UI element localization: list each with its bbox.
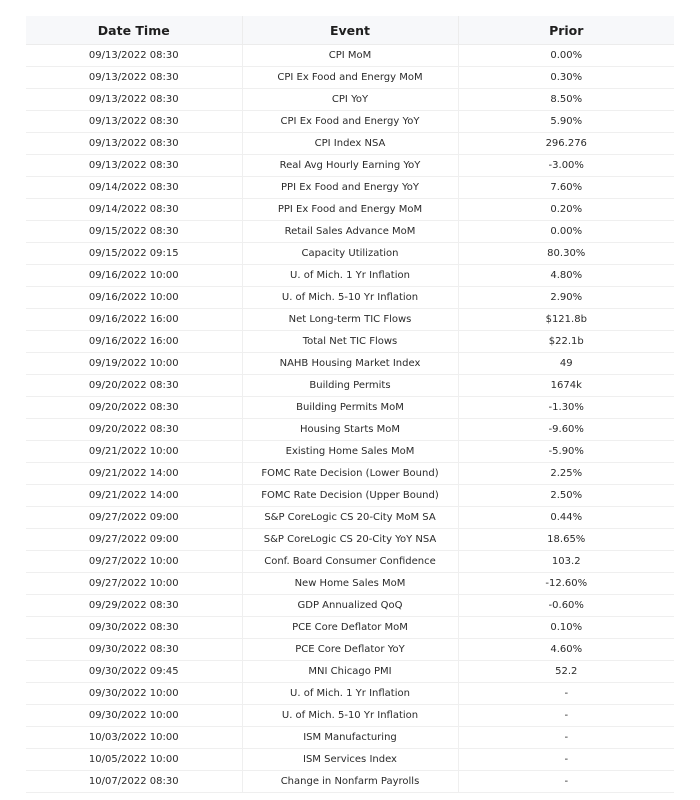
cell-date-time: 09/16/2022 16:00 [26,331,242,353]
cell-date-time: 09/14/2022 08:30 [26,177,242,199]
cell-date-time: 09/20/2022 08:30 [26,397,242,419]
table-row[interactable] [26,221,674,243]
table-row[interactable] [26,573,674,595]
cell-event: CPI Index NSA [242,133,458,155]
cell-event: Housing Starts MoM [242,419,458,441]
cell-event: U. of Mich. 1 Yr Inflation [242,265,458,287]
cell-date-time: 09/30/2022 10:00 [26,683,242,705]
cell-event: Total Net TIC Flows [242,331,458,353]
cell-event: CPI YoY [242,89,458,111]
table-row[interactable] [26,617,674,639]
cell-event: PCE Core Deflator MoM [242,617,458,639]
cell-date-time: 09/27/2022 09:00 [26,507,242,529]
table-row[interactable] [26,309,674,331]
cell-prior: - [458,683,674,705]
cell-date-time: 09/29/2022 08:30 [26,595,242,617]
table-row[interactable] [26,485,674,507]
cell-date-time: 09/20/2022 08:30 [26,419,242,441]
cell-prior: - [458,771,674,793]
table-row[interactable] [26,595,674,617]
cell-date-time: 10/03/2022 10:00 [26,727,242,749]
table-row[interactable] [26,661,674,683]
cell-event: Capacity Utilization [242,243,458,265]
cell-prior: - [458,749,674,771]
table-row[interactable] [26,111,674,133]
cell-prior: 52.2 [458,661,674,683]
cell-prior: 2.50% [458,485,674,507]
cell-event: U. of Mich. 5-10 Yr Inflation [242,287,458,309]
cell-event: Real Avg Hourly Earning YoY [242,155,458,177]
cell-date-time: 09/16/2022 10:00 [26,265,242,287]
cell-date-time: 09/21/2022 14:00 [26,463,242,485]
column-header-date-time[interactable]: Date Time [26,16,242,45]
table-row[interactable] [26,243,674,265]
cell-event: S&P CoreLogic CS 20-City YoY NSA [242,529,458,551]
cell-prior: 0.30% [458,67,674,89]
cell-event: CPI Ex Food and Energy MoM [242,67,458,89]
economic-calendar-table [26,16,674,793]
cell-date-time: 09/19/2022 10:00 [26,353,242,375]
cell-event: CPI Ex Food and Energy YoY [242,111,458,133]
cell-event: Conf. Board Consumer Confidence [242,551,458,573]
cell-date-time: 09/13/2022 08:30 [26,133,242,155]
cell-prior: - [458,727,674,749]
table-row[interactable] [26,155,674,177]
cell-date-time: 09/16/2022 10:00 [26,287,242,309]
cell-event: NAHB Housing Market Index [242,353,458,375]
column-header-event[interactable]: Event [242,16,458,45]
cell-prior: -12.60% [458,573,674,595]
cell-prior: 80.30% [458,243,674,265]
cell-prior: 0.10% [458,617,674,639]
table-header [26,16,674,45]
table-row[interactable] [26,441,674,463]
cell-prior: 1674k [458,375,674,397]
table-row[interactable] [26,67,674,89]
cell-event: PPI Ex Food and Energy YoY [242,177,458,199]
cell-date-time: 09/27/2022 10:00 [26,551,242,573]
column-header-prior[interactable]: Prior [458,16,674,45]
table-row[interactable] [26,89,674,111]
cell-event: PPI Ex Food and Energy MoM [242,199,458,221]
cell-date-time: 09/27/2022 09:00 [26,529,242,551]
cell-prior: -0.60% [458,595,674,617]
cell-date-time: 09/30/2022 08:30 [26,617,242,639]
cell-event: CPI MoM [242,45,458,67]
cell-prior: 2.90% [458,287,674,309]
cell-prior: -9.60% [458,419,674,441]
cell-date-time: 09/15/2022 09:15 [26,243,242,265]
cell-prior: -3.00% [458,155,674,177]
cell-date-time: 10/07/2022 08:30 [26,771,242,793]
table-row[interactable] [26,331,674,353]
table-row[interactable] [26,727,674,749]
cell-prior: $22.1b [458,331,674,353]
cell-prior: 296.276 [458,133,674,155]
cell-prior: -1.30% [458,397,674,419]
table-row[interactable] [26,639,674,661]
table-row[interactable] [26,397,674,419]
cell-date-time: 09/15/2022 08:30 [26,221,242,243]
cell-prior: 49 [458,353,674,375]
table-row[interactable] [26,419,674,441]
cell-prior: 8.50% [458,89,674,111]
cell-date-time: 09/30/2022 08:30 [26,639,242,661]
cell-prior: 2.25% [458,463,674,485]
table-row[interactable] [26,177,674,199]
cell-event: FOMC Rate Decision (Upper Bound) [242,485,458,507]
table-row[interactable] [26,353,674,375]
cell-date-time: 10/05/2022 10:00 [26,749,242,771]
cell-date-time: 09/27/2022 10:00 [26,573,242,595]
table-row[interactable] [26,199,674,221]
cell-date-time: 09/13/2022 08:30 [26,155,242,177]
cell-event: ISM Manufacturing [242,727,458,749]
table-row[interactable] [26,683,674,705]
cell-prior: 5.90% [458,111,674,133]
table-body [26,45,674,793]
table-row[interactable] [26,507,674,529]
cell-prior: 18.65% [458,529,674,551]
cell-prior: 0.44% [458,507,674,529]
cell-event: Net Long-term TIC Flows [242,309,458,331]
table-row[interactable] [26,45,674,67]
cell-event: U. of Mich. 5-10 Yr Inflation [242,705,458,727]
cell-date-time: 09/13/2022 08:30 [26,45,242,67]
table-row[interactable] [26,771,674,793]
cell-date-time: 09/13/2022 08:30 [26,89,242,111]
cell-date-time: 09/13/2022 08:30 [26,67,242,89]
cell-date-time: 09/20/2022 08:30 [26,375,242,397]
cell-event: FOMC Rate Decision (Lower Bound) [242,463,458,485]
cell-event: U. of Mich. 1 Yr Inflation [242,683,458,705]
cell-date-time: 09/30/2022 10:00 [26,705,242,727]
cell-event: Retail Sales Advance MoM [242,221,458,243]
cell-prior: 0.20% [458,199,674,221]
economic-calendar-table-container [26,16,674,793]
table-row[interactable] [26,551,674,573]
cell-prior: 4.60% [458,639,674,661]
cell-date-time: 09/14/2022 08:30 [26,199,242,221]
cell-date-time: 09/21/2022 14:00 [26,485,242,507]
cell-date-time: 09/16/2022 16:00 [26,309,242,331]
header-row [26,16,674,45]
cell-date-time: 09/30/2022 09:45 [26,661,242,683]
cell-prior: $121.8b [458,309,674,331]
cell-event: New Home Sales MoM [242,573,458,595]
cell-event: S&P CoreLogic CS 20-City MoM SA [242,507,458,529]
table-row[interactable] [26,529,674,551]
cell-date-time: 09/13/2022 08:30 [26,111,242,133]
table-row[interactable] [26,375,674,397]
cell-event: Building Permits MoM [242,397,458,419]
cell-date-time: 09/21/2022 10:00 [26,441,242,463]
table-row[interactable] [26,463,674,485]
table-row[interactable] [26,287,674,309]
table-row[interactable] [26,265,674,287]
table-row[interactable] [26,749,674,771]
cell-event: GDP Annualized QoQ [242,595,458,617]
cell-event: Change in Nonfarm Payrolls [242,771,458,793]
cell-prior: 7.60% [458,177,674,199]
cell-prior: 0.00% [458,221,674,243]
table-row[interactable] [26,705,674,727]
cell-event: PCE Core Deflator YoY [242,639,458,661]
cell-prior: 0.00% [458,45,674,67]
table-row[interactable] [26,133,674,155]
cell-event: Building Permits [242,375,458,397]
cell-prior: -5.90% [458,441,674,463]
cell-prior: - [458,705,674,727]
cell-event: MNI Chicago PMI [242,661,458,683]
cell-prior: 103.2 [458,551,674,573]
cell-prior: 4.80% [458,265,674,287]
cell-event: ISM Services Index [242,749,458,771]
cell-event: Existing Home Sales MoM [242,441,458,463]
